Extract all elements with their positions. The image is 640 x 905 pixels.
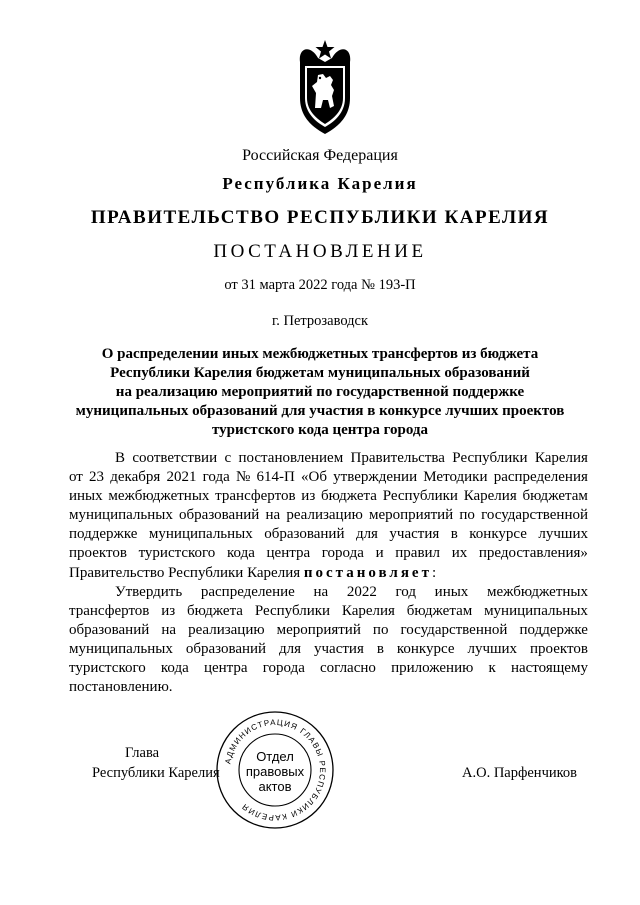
word: города xyxy=(321,545,364,562)
word: лучших xyxy=(467,640,518,657)
signatory-position-line-2: Республики Карелия xyxy=(92,765,220,781)
word: Карелия xyxy=(463,488,517,505)
word: бюджетам xyxy=(522,488,588,505)
justified-line xyxy=(69,468,588,487)
decision-line xyxy=(69,564,588,583)
decision-prefix: Правительство Республики Карелия xyxy=(69,564,304,581)
word: туристского xyxy=(138,545,216,562)
word: участия xyxy=(314,640,364,657)
document-title xyxy=(70,345,570,440)
title-line: муниципальных образований для участия в конкурсе лучших проектов xyxy=(75,403,565,419)
word: лучших xyxy=(538,526,588,543)
word: кода xyxy=(160,660,189,677)
word: бюджета xyxy=(187,602,243,619)
justified-line xyxy=(69,525,588,544)
word: правил xyxy=(395,545,441,562)
word: 2021 xyxy=(166,469,197,486)
justified-line xyxy=(69,621,588,640)
word: для xyxy=(279,640,302,657)
title-line: на реализацию мероприятий по государственной поддержке xyxy=(115,384,525,400)
signatory-position-line-1: Глава xyxy=(125,745,160,761)
country-line: Российская Федерация xyxy=(242,147,398,164)
stamp-ring-text: АДМИНИСТРАЦИЯ ГЛАВЫ РЕСПУБЛИКИ КАРЕЛИЯ xyxy=(223,717,328,823)
word: к xyxy=(488,660,496,677)
decision-keyword: постановляет xyxy=(303,564,432,581)
word: № xyxy=(235,469,251,486)
word: декабря xyxy=(110,469,161,486)
word: предоставления» xyxy=(478,545,588,562)
word: постановлением xyxy=(238,450,344,466)
word: конкурсе xyxy=(469,526,527,543)
paragraph-end-line: постановлению. xyxy=(69,679,173,696)
word: межбюджетных xyxy=(486,583,588,600)
word: от xyxy=(69,469,83,486)
word: 2022 xyxy=(346,583,377,600)
word: «Об xyxy=(301,469,327,486)
word: реализацию xyxy=(188,621,265,638)
word: из xyxy=(161,602,176,619)
word: с xyxy=(224,450,232,466)
word: Утвердить xyxy=(115,583,183,600)
government-title: ПРАВИТЕЛЬСТВО РЕСПУБЛИКИ КАРЕЛИЯ xyxy=(90,207,550,228)
document-date-number: от 31 марта 2022 года № 193-П xyxy=(224,277,416,293)
word: межбюджетных xyxy=(108,488,210,505)
word: их xyxy=(451,545,468,562)
signatory-name: А.О. Парфенчиков xyxy=(462,765,578,781)
word: соответствии xyxy=(132,450,218,466)
word: мероприятий xyxy=(276,621,361,638)
word: года xyxy=(202,469,230,486)
paragraph-2 xyxy=(69,583,588,698)
justified-line xyxy=(69,659,588,678)
justified-line xyxy=(69,544,588,563)
word: образований xyxy=(179,507,260,524)
title-line: О распределении иных межбюджетных трансфертов из бюджета xyxy=(101,346,539,362)
justified-line xyxy=(69,640,588,659)
word: конкурсе xyxy=(396,640,455,657)
word: туристского xyxy=(69,660,146,677)
word: на xyxy=(313,583,329,600)
word: настоящему xyxy=(510,660,588,677)
word: в xyxy=(450,526,458,543)
word: в xyxy=(376,640,384,657)
stamp-text-line: актов xyxy=(258,779,292,794)
word: Карелия xyxy=(534,450,588,466)
word: трансфертов xyxy=(69,602,150,619)
republic-line: Республика Карелия xyxy=(222,174,418,193)
word: проектов xyxy=(69,545,127,562)
word: муниципальных xyxy=(484,602,588,619)
word: иных xyxy=(69,488,103,505)
stamp-text-line: правовых xyxy=(245,764,305,779)
word: из xyxy=(301,488,316,505)
word: В xyxy=(115,450,126,466)
word: 23 xyxy=(89,469,105,486)
word: муниципальных xyxy=(148,526,253,543)
word: согласно xyxy=(320,660,376,677)
word: бюджета xyxy=(321,488,377,505)
word: образований xyxy=(69,621,150,638)
word: трансфертов xyxy=(215,488,296,505)
document-city: г. Петрозаводск xyxy=(271,313,369,329)
word: кода xyxy=(226,545,255,562)
word: государственной xyxy=(400,621,508,638)
word: Республики xyxy=(382,488,458,505)
document-type: ПОСТАНОВЛЕНИЕ xyxy=(213,241,427,262)
document-body xyxy=(69,449,588,697)
word: города xyxy=(262,660,305,677)
word: Республики xyxy=(254,602,331,619)
word: мероприятий xyxy=(369,507,454,524)
word: распределения xyxy=(493,469,588,486)
justified-line xyxy=(69,506,588,525)
justified-line xyxy=(69,449,588,468)
word: приложению xyxy=(391,660,474,677)
word: муниципальных xyxy=(69,507,173,524)
justified-line xyxy=(69,487,588,506)
word: утверждении xyxy=(333,469,418,486)
word: проектов xyxy=(530,640,588,657)
word: поддержке xyxy=(519,621,588,638)
word: государственной xyxy=(481,507,588,524)
official-stamp xyxy=(214,709,336,831)
justified-line xyxy=(69,602,588,621)
word: муниципальных xyxy=(69,640,173,657)
word: год xyxy=(395,583,416,600)
word: реализацию xyxy=(286,507,363,524)
title-line: Республики Карелия бюджетам муниципальных образований xyxy=(110,365,530,381)
word: распределение xyxy=(200,583,295,600)
word: Карелия xyxy=(341,602,395,619)
word: бюджетам xyxy=(406,602,473,619)
word: 614-П xyxy=(256,469,295,486)
word: для xyxy=(355,526,378,543)
word: центра xyxy=(203,660,248,677)
word: участия xyxy=(389,526,440,543)
word: на xyxy=(161,621,177,638)
paragraph-1 xyxy=(69,449,588,583)
word: образований xyxy=(264,526,345,543)
stamp-text-line: Отдел xyxy=(256,749,294,764)
word: образований xyxy=(185,640,267,657)
word: центра xyxy=(266,545,311,562)
word: Методики xyxy=(423,469,488,486)
word: Правительства xyxy=(350,450,445,466)
title-line: туристского кода центра города xyxy=(211,422,429,438)
word: по xyxy=(459,507,475,524)
word: и xyxy=(375,545,384,562)
decision-suffix: : xyxy=(431,564,437,581)
karelia-coat-of-arms-icon xyxy=(296,38,354,136)
word: по xyxy=(372,621,389,638)
word: Республики xyxy=(452,450,528,466)
word: иных xyxy=(434,583,469,600)
justified-line xyxy=(69,583,588,602)
word: поддержке xyxy=(69,526,138,543)
word: на xyxy=(265,507,281,524)
